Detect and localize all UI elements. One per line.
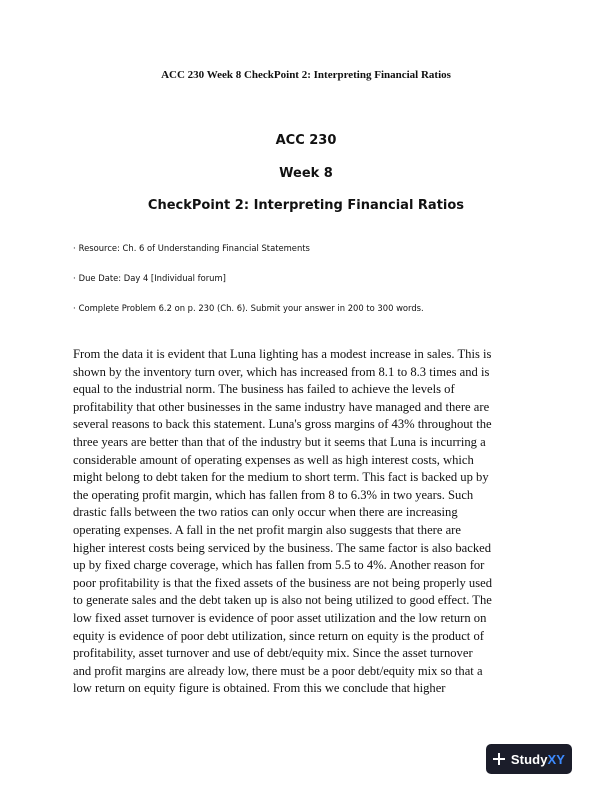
paragraph-line: drastic falls between the two ratios can only occur when there are increasing: [73, 505, 458, 520]
brand-name-study: Study: [510, 751, 548, 767]
paragraph-line: From the data it is evident that Luna lighting has a modest increase in sales. This is: [73, 347, 492, 361]
bullet-marker: ·: [73, 273, 76, 283]
paragraph-line: higher interest costs being serviced by the business. The same factor is also backed: [73, 540, 492, 555]
paragraph-line: poor profitability is that the fixed assets of the business are not being properly used: [73, 575, 493, 590]
brand-name: [511, 752, 565, 767]
studyxy-logo-badge[interactable]: [486, 744, 572, 774]
paragraph-line: to generate sales and the debt taken up is also not being utilized to good effect. The: [73, 593, 492, 608]
list-item: [73, 271, 424, 285]
resource-bullet: Resource: Ch. 6 of Understanding Financial Statements: [78, 243, 310, 253]
paragraph-line: might belong to debt taken for the medium to short term. This fact is backed up by: [73, 470, 489, 485]
assignment-title-heading: CheckPoint 2: Interpreting Financial Ratios: [147, 198, 465, 213]
due-date-bullet: Due Date: Day 4 [Individual forum]: [78, 273, 226, 283]
week-heading: Week 8: [279, 166, 333, 181]
paragraph-line: profitability that other businesses in the same industry have managed and there are: [73, 399, 490, 414]
paragraph-line: several reasons to back this statement. Luna's gross margins of 43% throughout the: [73, 417, 492, 432]
bullet-marker: ·: [73, 303, 76, 313]
bullet-marker: ·: [73, 243, 76, 253]
instructions-bullet: Complete Problem 6.2 on p. 230 (Ch. 6). Submit your answer in 200 to 300 words.: [78, 303, 424, 313]
paragraph-line: three years are better than that of the industry but it seems that Luna is incurring a: [73, 434, 486, 449]
answer-paragraph: [73, 346, 543, 698]
paragraph-line: the operating profit margin, which has fallen from 8 to 6.3% in two years. Such: [73, 487, 474, 502]
paragraph-line: equity is evidence of poor debt utilization, since return on equity is the product of: [73, 628, 484, 643]
paragraph-line: shown by the inventory turn over, which has increased from 8.1 to 8.3 times and is: [73, 364, 490, 379]
paragraph-line: low return on equity figure is obtained. From this we conclude that higher: [73, 681, 446, 696]
paragraph-line: and profit margins are already low, there must be a poor debt/equity mix so that a: [73, 663, 483, 678]
paragraph-line: up by fixed charge coverage, which has fallen from 5.5 to 4%. Another reason for: [73, 558, 485, 573]
document-header-title: ACC 230 Week 8 CheckPoint 2: Interpreting Financial Ratios: [161, 69, 451, 81]
paragraph-line: low fixed asset turnover is evidence of poor asset utilization and the low return on: [73, 610, 487, 625]
plus-icon: [493, 753, 505, 765]
list-item: [73, 301, 424, 315]
paragraph-line: considerable amount of operating expenses as well as high interest costs, which: [73, 452, 474, 467]
assignment-details-list: [73, 241, 424, 331]
paragraph-line: operating expenses. A fall in the net profit margin also suggests that there are: [73, 522, 461, 537]
paragraph-line: equal to the industrial norm. The business has failed to achieve the levels of: [73, 382, 455, 397]
course-code-heading: ACC 230: [275, 133, 337, 148]
paragraph-line: profitability, asset turnover and use of debt/equity mix. Since the asset turnover: [73, 646, 473, 661]
list-item: [73, 241, 424, 255]
brand-name-xy: XY: [547, 751, 566, 767]
